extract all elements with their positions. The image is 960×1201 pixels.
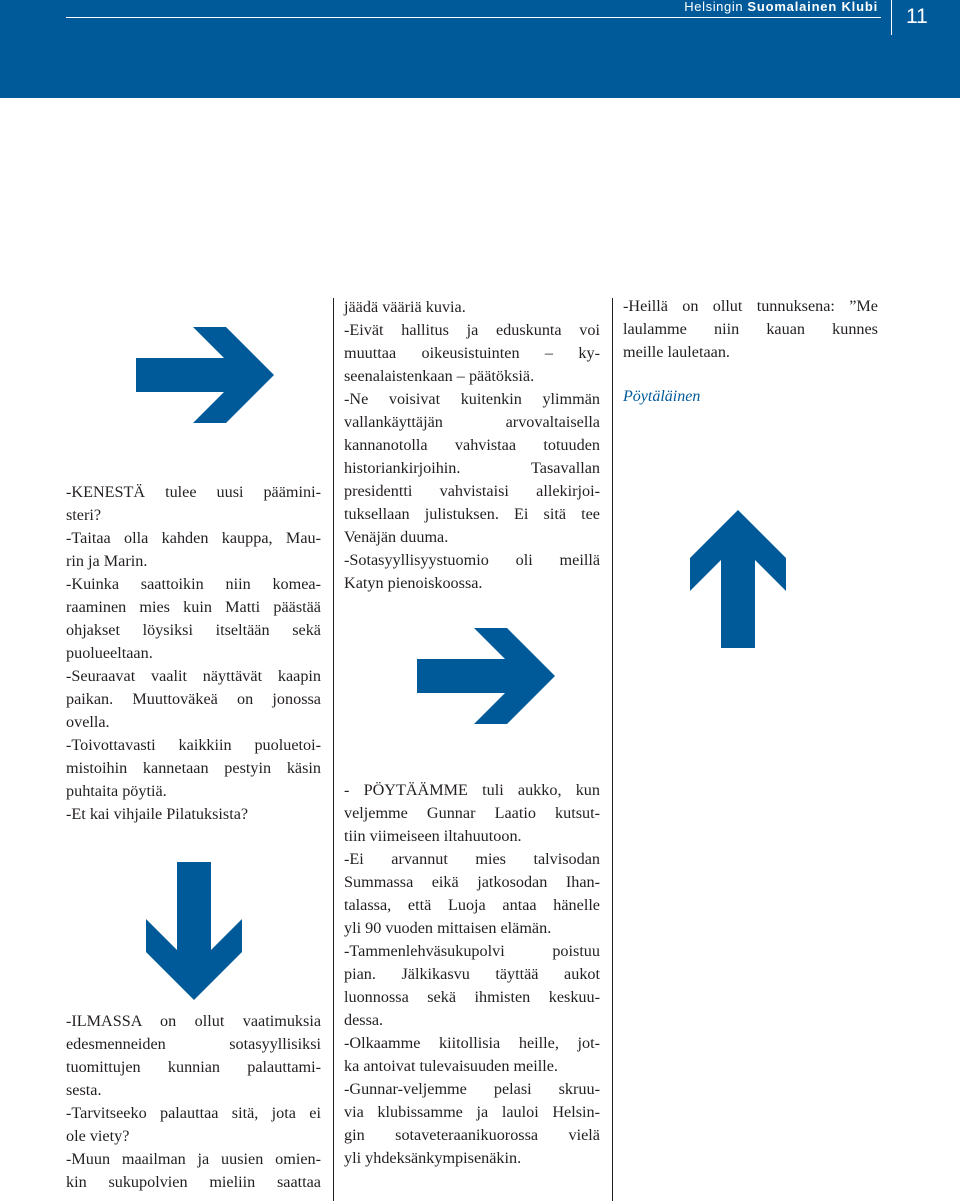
header-rule <box>66 17 881 18</box>
column2-block1: jäädä vääriä kuvia. -Eivät hallitus ja eduskunta voi muuttaa oikeusistuinten – ky- seenalaistenkaan – päätöksiä. -Ne voisivat kuitenkin ylimmän vallankäyttäjän arvovaltaisella kannanotolla vahvistaa totuuden historiankirjoihin. Tasavallan presidentti vahvistaisi allekirjoi- tuksellaan julistuksen. Ei sitä tee Venäjän duuma. -Sotasyyllisyystuomio oli meillä Katyn pienoiskoossa. <box>344 298 600 592</box>
header-band <box>0 0 960 98</box>
arrow-down-icon <box>146 862 242 1000</box>
publication-title <box>684 0 878 14</box>
page-number: 11 <box>906 5 928 28</box>
column3-block1: -Heillä on ollut tunnuksena: ”Me laulamme niin kauan kunnes meille lauletaan. <box>623 297 878 361</box>
arrow-right-icon <box>136 327 274 423</box>
publication-title-bold: Suomalainen Klubi <box>747 0 878 14</box>
publication-title-regular: Helsingin <box>684 0 744 14</box>
arrow-right-icon <box>417 628 555 724</box>
column1-block1: -KENESTÄ tulee uusi päämini- steri? -Taitaa olla kahden kauppa, Mau- rin ja Marin. -Kuinka saattoikin niin komea- raaminen mies kuin Matti päästää ohjakset löysiksi itseltään sekä puolueeltaan. -Seuraavat vaalit näyttävät kaapin paikan. Muuttoväkeä on jonossa ovella. -Toivottavasti kaikkiin puoluetoi- mistoihin kannetaan pestyin käsin puhtaita pöytiä. -Et kai vihjaile Pilatuksista? <box>66 483 321 823</box>
signature: Pöytäläinen <box>623 388 701 405</box>
column-divider-right <box>612 298 613 1201</box>
header-divider <box>891 0 892 35</box>
column2-block2: - PÖYTÄÄMME tuli aukko, kun veljemme Gunnar Laatio kutsut- tiin viimeiseen iltahuutoon. -Ei arvannut mies talvisodan Summassa eikä jatkosodan Ihan- talassa, että Luoja antaa hänelle yli 90 vuoden mittaisen elämän. -Tammenlehväsukupolvi poistuu pian. Jälkikasvu täyttää aukot luonnossa sekä ihmisten keskuu- dessa. -Olkaamme kiitollisia heille, jot- ka antoivat tulevaisuuden meille. -Gunnar-veljemme pelasi skruu- via klubissamme ja lauloi Helsin- gin sotaveteraanikuorossa vielä yli yhdeksänkympisenäkin. <box>344 781 600 1167</box>
arrow-up-icon <box>690 510 786 648</box>
column-divider-left <box>333 298 334 1201</box>
column1-block2: -ILMASSA on ollut vaatimuksia edesmenneiden sotasyyllisiksi tuomittujen kunnian palauttami- sesta. -Tarvitseeko palauttaa sitä, jota ei ole viety? -Muun maailman ja uusien omien- kin sukupolvien mieliin saattaa <box>66 1012 321 1191</box>
